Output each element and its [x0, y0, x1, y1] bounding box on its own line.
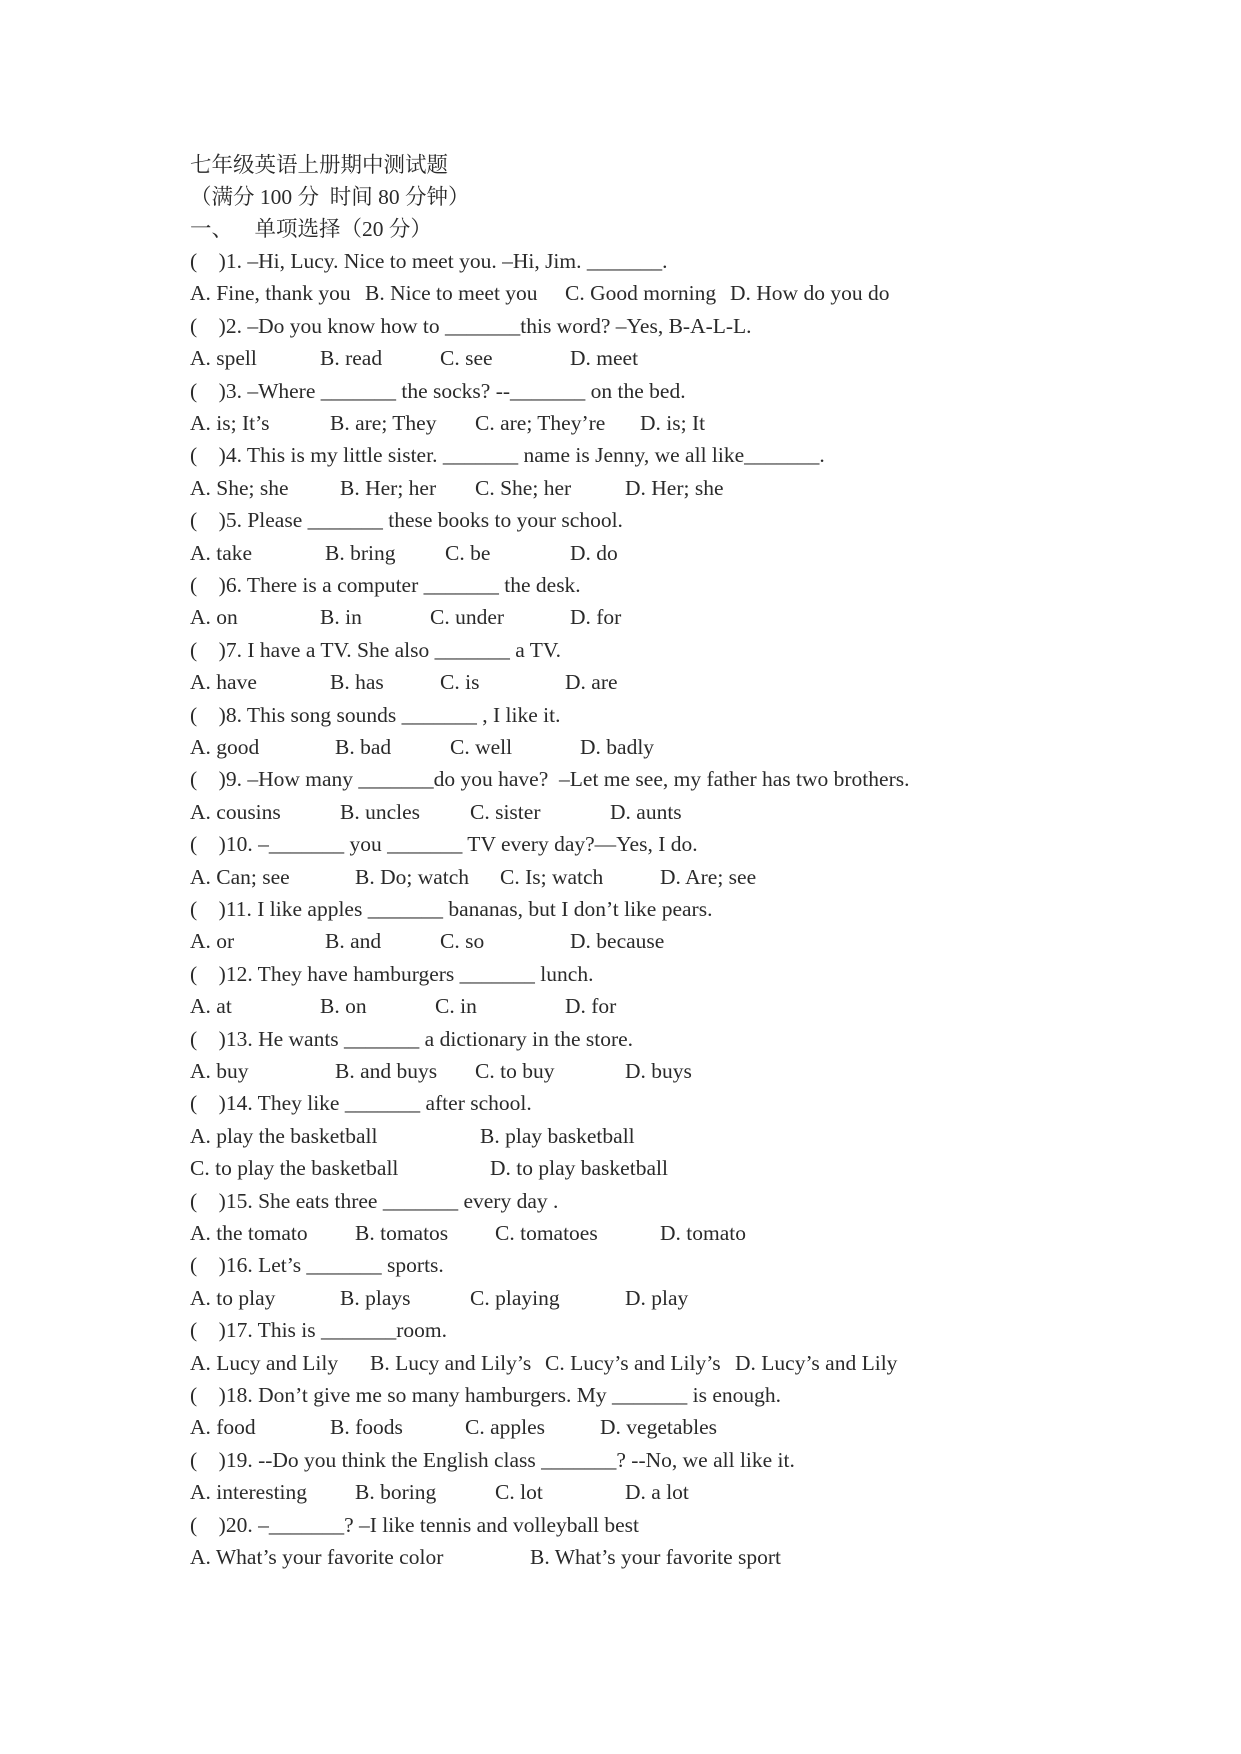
option-a: A. interesting — [190, 1480, 308, 1505]
option-d: D. badly — [580, 735, 655, 759]
question-stem: ( )19. --Do you think the English class _______? --No, we all like it. — [190, 1447, 795, 1472]
question-stem: ( )18. Don’t give me so many hamburgers. My _______ is enough. — [190, 1383, 781, 1407]
option-b: B. Lucy and Lily’s — [370, 1350, 532, 1375]
option-d: D. Are; see — [660, 864, 757, 889]
option-d: D. to play basketball — [490, 1156, 668, 1181]
question-stem: ( )1. –Hi, Lucy. Nice to meet you. –Hi, Jim. _______. — [190, 249, 668, 273]
option-a: A. Lucy and Lily — [190, 1350, 339, 1375]
option-c: C. to buy — [475, 1059, 555, 1083]
option-d: D. aunts — [610, 799, 682, 824]
option-b: B. boring — [355, 1480, 437, 1505]
option-c: C. are; They’re — [475, 411, 606, 435]
option-b: B. uncles — [340, 799, 421, 824]
question-stem: ( )11. I like apples _______ bananas, but I don’t like pears. — [190, 897, 713, 921]
option-c: C. Is; watch — [500, 864, 604, 889]
option-a: A. to play — [190, 1285, 276, 1310]
option-c: C. be — [445, 540, 491, 565]
option-d: D. vegetables — [600, 1415, 718, 1440]
option-c: C. Good morning — [565, 281, 717, 306]
option-b: B. foods — [330, 1415, 403, 1440]
option-c: C. She; her — [475, 475, 572, 500]
option-d: D. Her; she — [625, 475, 724, 500]
option-d: D. because — [570, 929, 665, 954]
option-d: D. for — [565, 994, 617, 1019]
option-a: A. take — [190, 540, 253, 565]
option-b: B. bring — [325, 540, 396, 565]
option-a: A. Fine, thank you — [190, 281, 351, 306]
exam-title: 七年级英语上册期中测试题 — [190, 153, 449, 177]
option-a: A. Can; see — [190, 864, 290, 889]
question-stem: ( )13. He wants _______ a dictionary in the store. — [190, 1026, 634, 1051]
option-c: C. tomatoes — [495, 1221, 598, 1245]
option-a: A. buy — [190, 1059, 249, 1083]
option-b: B. and — [325, 929, 382, 954]
option-d: D. meet — [570, 346, 639, 371]
option-c: C. under — [430, 605, 505, 630]
option-b: B. plays — [340, 1285, 411, 1310]
option-d: D. is; It — [640, 411, 706, 435]
option-d: D. for — [570, 605, 622, 630]
option-c: C. to play the basketball — [190, 1156, 399, 1181]
option-d: D. play — [625, 1285, 689, 1310]
option-c: C. so — [440, 929, 485, 954]
option-d: D. do — [570, 540, 618, 565]
option-b: B. Do; watch — [355, 864, 470, 889]
option-b: B. Her; her — [340, 475, 437, 500]
option-a: A. or — [190, 929, 235, 954]
option-a: A. good — [190, 735, 260, 759]
option-a: A. food — [190, 1415, 256, 1440]
option-a: A. cousins — [190, 799, 281, 824]
option-b: B. play basketball — [480, 1123, 635, 1148]
option-d: D. buys — [625, 1059, 692, 1083]
question-stem: ( )2. –Do you know how to _______this word? –Yes, B-A-L-L. — [190, 313, 752, 338]
option-d: D. are — [565, 670, 618, 695]
option-c: C. is — [440, 670, 480, 695]
option-b: B. Nice to meet you — [365, 281, 538, 306]
option-b: B. read — [320, 346, 383, 371]
question-stem: ( )9. –How many _______do you have? –Let me see, my father has two brothers. — [190, 767, 910, 792]
option-c: C. in — [435, 994, 477, 1019]
option-a: A. What’s your favorite color — [190, 1545, 444, 1569]
option-c: C. see — [440, 346, 493, 371]
option-d: D. tomato — [660, 1221, 746, 1245]
option-d: D. How do you do — [730, 281, 890, 306]
option-b: B. What’s your favorite sport — [530, 1545, 781, 1569]
question-stem: ( )16. Let’s _______ sports. — [190, 1253, 444, 1278]
option-d: D. Lucy’s and Lily — [735, 1350, 898, 1375]
option-a: A. play the basketball — [190, 1123, 378, 1148]
question-stem: ( )12. They have hamburgers _______ lunch. — [190, 961, 594, 986]
exam-subtitle: （满分 100 分 时间 80 分钟） — [190, 185, 470, 209]
question-stem: ( )15. She eats three _______ every day . — [190, 1188, 559, 1213]
question-stem: ( )7. I have a TV. She also _______ a TV. — [190, 637, 562, 662]
question-stem: ( )6. There is a computer _______ the desk. — [190, 573, 581, 597]
option-a: A. She; she — [190, 475, 289, 500]
option-b: B. has — [330, 670, 384, 695]
option-d: D. a lot — [625, 1480, 689, 1505]
option-b: B. on — [320, 994, 367, 1019]
option-b: B. in — [320, 605, 362, 630]
option-c: C. Lucy’s and Lily’s — [545, 1350, 721, 1375]
section-heading: 一、 单项选择（20 分） — [190, 217, 432, 241]
option-a: A. on — [190, 605, 238, 630]
question-stem: ( )14. They like _______ after school. — [190, 1091, 532, 1116]
option-c: C. lot — [495, 1480, 543, 1505]
question-stem: ( )3. –Where _______ the socks? --_______ on the bed. — [190, 378, 686, 403]
option-a: A. at — [190, 994, 232, 1019]
option-c: C. sister — [470, 799, 541, 824]
question-stem: ( )5. Please _______ these books to your school. — [190, 508, 623, 533]
option-c: C. playing — [470, 1285, 560, 1310]
option-a: A. have — [190, 670, 257, 695]
question-stem: ( )20. –_______? –I like tennis and volleyball best — [190, 1512, 640, 1537]
question-stem: ( )10. –_______ you _______ TV every day?—Yes, I do. — [190, 832, 698, 857]
option-c: C. apples — [465, 1415, 546, 1440]
question-stem: ( )17. This is _______room. — [190, 1318, 448, 1343]
option-b: B. and buys — [335, 1059, 438, 1083]
option-c: C. well — [450, 735, 513, 759]
option-a: A. spell — [190, 346, 257, 371]
option-a: A. the tomato — [190, 1221, 308, 1245]
option-a: A. is; It’s — [190, 411, 270, 435]
question-stem: ( )4. This is my little sister. _______ name is Jenny, we all like_______. — [190, 443, 825, 468]
question-stem: ( )8. This song sounds _______ , I like it. — [190, 702, 561, 727]
option-b: B. tomatos — [355, 1221, 449, 1245]
option-b: B. bad — [335, 735, 392, 759]
option-b: B. are; They — [330, 411, 437, 435]
